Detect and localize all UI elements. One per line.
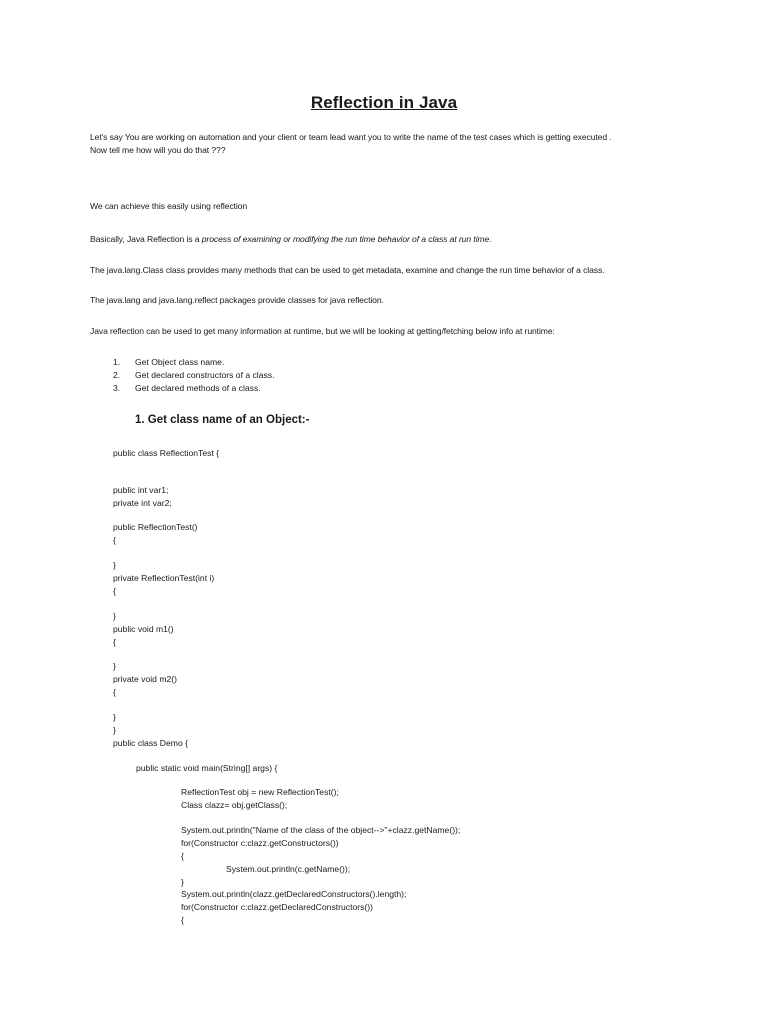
code-line: System.out.println(c.getName()); <box>226 864 351 874</box>
document-title: Reflection in Java <box>310 93 458 112</box>
definition-emphasis: process of examining or modifying the run time behavior of a class at run time <box>201 234 490 244</box>
code-line: System.out.println(clazz.getDeclaredConstructors().length); <box>181 889 407 899</box>
code-line: private void m2() <box>113 674 177 684</box>
list-text: Get declared methods of a class. <box>135 383 261 393</box>
list-item <box>113 382 274 395</box>
code-line: { <box>113 687 116 697</box>
code-line: } <box>113 560 116 570</box>
list-item <box>113 369 274 382</box>
intro-line-2: Now tell me how will you do that ??? <box>90 145 226 155</box>
code-line: Class clazz= obj.getClass(); <box>181 800 288 810</box>
intro-paragraph <box>90 131 690 157</box>
definition-suffix: . <box>489 234 492 244</box>
code-line: { <box>113 535 116 545</box>
achieve-paragraph: We can achieve this easily using reflection <box>90 201 247 211</box>
code-line: { <box>181 915 184 925</box>
runtime-paragraph: Java reflection can be used to get many information at runtime, but we will be looking at getting/fetching below info at runtime: <box>90 326 555 336</box>
list-number: 1. <box>113 357 121 367</box>
code-line: public int var1; <box>113 485 169 495</box>
code-line: } <box>113 611 116 621</box>
code-line: } <box>113 661 116 671</box>
code-line: { <box>181 851 184 861</box>
class-paragraph: The java.lang.Class class provides many methods that can be used to get metadata, examine and change the run time behavior of a class. <box>90 265 605 275</box>
code-line: private ReflectionTest(int i) <box>113 573 215 583</box>
code-line: } <box>113 712 116 722</box>
code-line: System.out.println("Name of the class of the object-->"+clazz.getName()); <box>181 825 461 835</box>
definition-prefix: Basically, Java Reflection is a <box>90 234 202 244</box>
intro-line-1: Let's say You are working on automation and your client or team lead want you to write the name of the test cases which is getting executed . <box>90 132 612 142</box>
code-line: public void m1() <box>113 624 174 634</box>
code-line: public ReflectionTest() <box>113 522 198 532</box>
definition-paragraph <box>90 233 690 246</box>
list-text: Get Object class name. <box>135 357 225 367</box>
code-line: ReflectionTest obj = new ReflectionTest(); <box>181 787 339 797</box>
code-line: public class ReflectionTest { <box>113 448 220 458</box>
code-line: public static void main(String[] args) { <box>136 763 278 773</box>
packages-paragraph: The java.lang and java.lang.reflect packages provide classes for java reflection. <box>90 295 384 305</box>
code-line: } <box>113 725 116 735</box>
info-list <box>113 356 274 395</box>
code-line: for(Constructor c:clazz.getDeclaredConstructors()) <box>181 902 373 912</box>
code-line: private int var2; <box>113 498 172 508</box>
list-number: 2. <box>113 370 121 380</box>
list-number: 3. <box>113 383 121 393</box>
list-text: Get declared constructors of a class. <box>135 370 275 380</box>
code-line: { <box>113 586 116 596</box>
code-line: for(Constructor c:clazz.getConstructors()) <box>181 838 339 848</box>
code-line: } <box>181 877 184 887</box>
section-heading: 1. Get class name of an Object:- <box>135 414 310 426</box>
list-item <box>113 356 274 369</box>
code-line: public class Demo { <box>113 738 188 748</box>
code-line: { <box>113 637 116 647</box>
